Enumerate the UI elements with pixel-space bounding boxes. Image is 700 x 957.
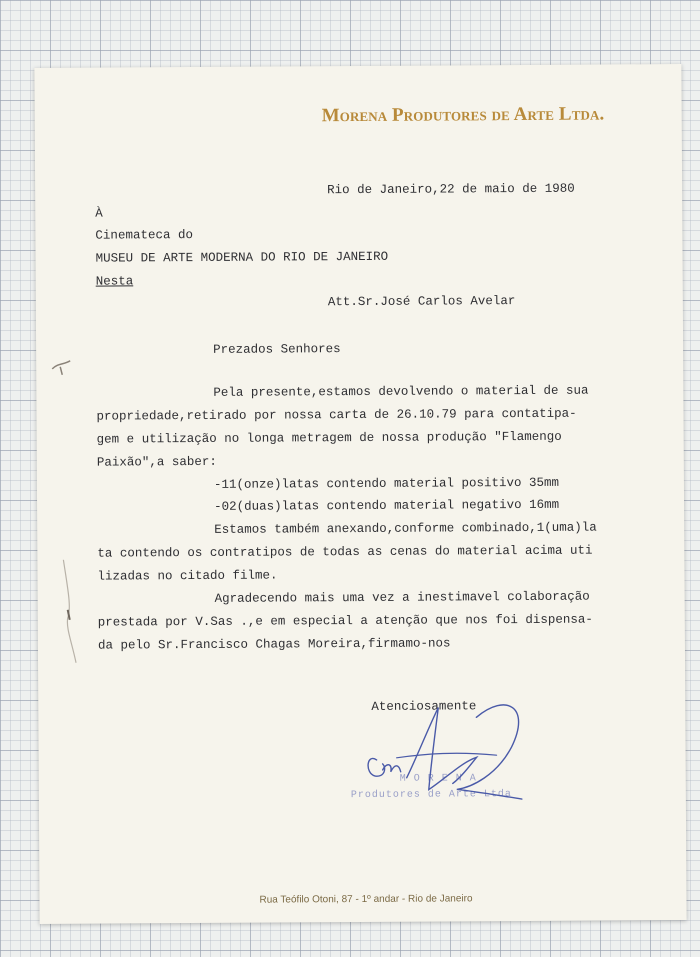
company-stamp-line-1: M O R E N A [399, 773, 477, 785]
recipient-line-2: Cinemateca do [95, 228, 193, 243]
body-line: gem e utilização no longa metragem de nossa produção "Flamengo [96, 429, 562, 447]
company-letterhead: Morena Produtores de Arte Ltda. [321, 103, 605, 127]
recipient-line-1: À [95, 206, 103, 221]
body-line: Agradecendo mais uma vez a inestimavel colaboração [214, 589, 590, 606]
body-line: Paixão",a saber: [96, 454, 217, 470]
letter-sheet [34, 64, 686, 924]
closing: Atenciosamente [371, 699, 477, 714]
body-line: ta contendo os contratipos de todas as cenas do material acima uti [97, 543, 593, 561]
paper-tear-mark [57, 558, 88, 668]
body-line: Estamos também anexando,conforme combinado,1(uma)la [214, 520, 597, 537]
body-line: Pela presente,estamos devolvendo o material de sua [213, 383, 589, 400]
paper-crease-mark [50, 353, 80, 383]
company-stamp-line-2: Produtores de Arte Ltda [350, 789, 512, 802]
body-line: -11(onze)latas contendo material positivo 35mm [213, 475, 560, 492]
body-line: prestada por V.Sas .,e em especial a atenção que nos foi dispensa- [97, 612, 593, 630]
attention-line: Att.Sr.José Carlos Avelar [327, 294, 516, 310]
salutation: Prezados Senhores [213, 342, 341, 357]
date-line: Rio de Janeiro,22 de maio de 1980 [327, 181, 575, 198]
body-line: lizadas no citado filme. [97, 568, 278, 584]
body-line: propriedade,retirado por nossa carta de 26.10.79 para contatipa- [96, 406, 577, 424]
body-line: da pelo Sr.Francisco Chagas Moreira,firmamo-nos [97, 636, 451, 653]
footer-address: Rua Teófilo Otoni, 87 - 1º andar - Rio de Janeiro [259, 893, 473, 906]
body-line: -02(duas)latas contendo material negativo 16mm [214, 497, 560, 514]
handwritten-signature [356, 697, 537, 808]
recipient-line-3: MUSEU DE ARTE MODERNA DO RIO DE JANEIRO [95, 249, 389, 266]
recipient-line-4: Nesta [95, 274, 134, 289]
